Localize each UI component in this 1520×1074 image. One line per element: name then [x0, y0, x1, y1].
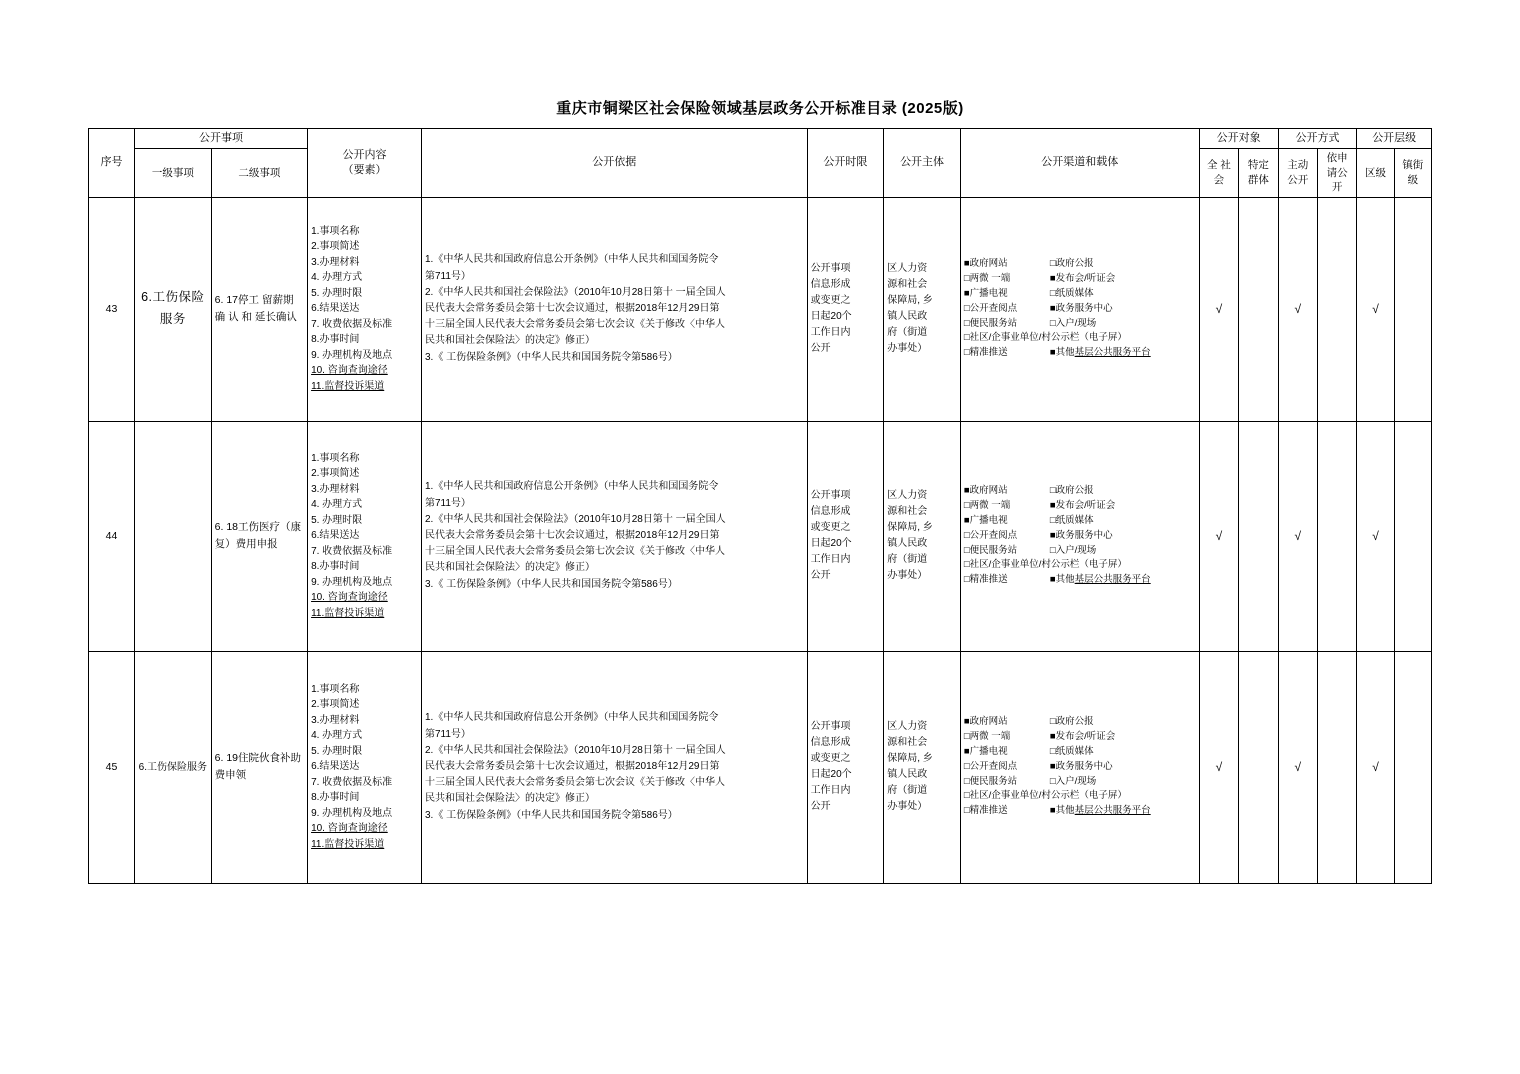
row-content-elements — [308, 651, 422, 883]
row-subject — [884, 421, 961, 651]
row-level-district: √ — [1357, 421, 1394, 651]
channel-option: □政府公报 — [1049, 258, 1094, 270]
channel-option: □社区/企事业单位/村公示栏（电子屏） — [963, 559, 1127, 571]
channel-line — [964, 302, 1196, 317]
basis-line: 2.《中华人民共和国社会保险法》（2010年10月28日第十 一届全国人 — [424, 513, 726, 525]
time-line: 公开事项 — [810, 721, 851, 733]
subject-line: 镇人民政 — [887, 538, 928, 550]
row-method-active: √ — [1278, 421, 1317, 651]
content-element: 8.办事时间 — [311, 561, 360, 573]
row-level-town — [1394, 651, 1431, 883]
basis-line: 民共和国社会保险法〉的决定》修正） — [424, 793, 595, 805]
channel-option: □精准推送 — [963, 347, 1008, 359]
row-subject — [884, 197, 961, 421]
channel-line — [964, 257, 1196, 272]
time-line: 日起20个 — [810, 538, 852, 550]
header-method-apply-line1: 依申 — [1326, 152, 1348, 165]
channel-option: □纸质媒体 — [1049, 514, 1094, 526]
channel-option: ■发布会/听证会 — [1049, 273, 1116, 285]
channel-other-value: 基层公共服务平台 — [1074, 805, 1151, 817]
row-audience-specific — [1239, 421, 1278, 651]
content-element: 11.监督投诉渠道 — [311, 838, 385, 850]
row-method-apply — [1317, 651, 1356, 883]
header-level2: 二级事项 — [211, 149, 307, 197]
channel-line — [964, 544, 1196, 559]
channel-option: □便民服务站 — [963, 544, 1018, 556]
table-row — [89, 197, 1432, 421]
time-line: 或变更之 — [810, 753, 851, 765]
row-method-apply — [1317, 197, 1356, 421]
time-line: 或变更之 — [810, 522, 851, 534]
row-basis — [421, 421, 807, 651]
channel-other-label: ■其他 — [1049, 805, 1075, 817]
table-row — [89, 421, 1432, 651]
row-audience-specific — [1239, 651, 1278, 883]
header-content-line1: 公开内容 — [342, 148, 387, 161]
time-line: 公开 — [810, 801, 831, 813]
time-line: 公开事项 — [810, 263, 851, 275]
row-level-town — [1394, 197, 1431, 421]
subject-line: 保障局, 乡 — [887, 522, 933, 534]
channel-line — [964, 331, 1196, 346]
row-time-limit — [807, 421, 884, 651]
subject-line: 区人力资 — [887, 490, 928, 502]
channel-line — [964, 775, 1196, 790]
row-method-active: √ — [1278, 197, 1317, 421]
content-element: 7. 收费依据及标准 — [311, 318, 393, 330]
time-line: 信息形成 — [810, 737, 851, 749]
subject-line: 镇人民政 — [887, 769, 928, 781]
header-audience-all-line1: 全 社 — [1206, 159, 1231, 172]
time-line: 公开事项 — [810, 490, 851, 502]
channel-option: □两微 一端 — [963, 500, 1011, 512]
channel-line — [964, 745, 1196, 760]
content-element: 4. 办理方式 — [311, 272, 363, 284]
basis-line: 十三届全国人民代表大会常务委员会第七次会议《关于修改〈中华人 — [424, 546, 725, 558]
header-audience-specific — [1239, 149, 1278, 197]
basis-line: 3.《 工伤保险条例》（中华人民共和国国务院令第586号） — [424, 809, 678, 821]
basis-line: 民代表大会常务委员会第十七次会议通过，根据2018年12月29日第 — [424, 761, 720, 773]
basis-line: 十三届全国人民代表大会常务委员会第七次会议《关于修改〈中华人 — [424, 319, 725, 331]
content-element: 5. 办理时限 — [311, 514, 363, 526]
channel-option: ■广播电视 — [963, 287, 1008, 299]
channel-line — [964, 272, 1196, 287]
content-element: 2.事项简述 — [311, 241, 360, 253]
channel-option: □公开查阅点 — [963, 760, 1018, 772]
content-element: 3.办理材料 — [311, 256, 360, 268]
row-method-active: √ — [1278, 651, 1317, 883]
content-element: 11.监督投诉渠道 — [311, 380, 385, 392]
time-line: 或变更之 — [810, 295, 851, 307]
table-header — [89, 129, 1432, 198]
channel-line — [964, 499, 1196, 514]
time-line: 公开 — [810, 343, 831, 355]
content-element: 2.事项简述 — [311, 699, 360, 711]
channel-option: □纸质媒体 — [1049, 287, 1094, 299]
channel-other-value: 基层公共服务平台 — [1074, 347, 1151, 359]
subject-line: 办事处） — [887, 570, 928, 582]
row-level1: 6.工伤保险服务 — [135, 197, 212, 421]
channel-line — [964, 730, 1196, 745]
basis-line: 1.《中华人民共和国政府信息公开条例》（中华人民共和国国务院令 — [424, 712, 719, 724]
content-element: 8.办事时间 — [311, 792, 360, 804]
channel-option: ■政务服务中心 — [1049, 302, 1113, 314]
subject-line: 办事处） — [887, 343, 928, 355]
header-time-limit: 公开时限 — [807, 129, 884, 198]
header-method-active — [1278, 149, 1317, 197]
row-channel — [960, 421, 1199, 651]
time-line: 信息形成 — [810, 506, 851, 518]
subject-line: 源和社会 — [887, 506, 928, 518]
page-title: 重庆市铜梁区社会保险领域基层政务公开标准目录 (2025版) — [556, 100, 964, 117]
row-content-elements — [308, 197, 422, 421]
row-seq: 45 — [89, 651, 135, 883]
basis-line: 第711号） — [424, 270, 471, 282]
channel-option-other — [1050, 573, 1196, 588]
header-audience-specific-line2: 群体 — [1247, 173, 1269, 186]
table-body — [89, 197, 1432, 883]
content-element: 3.办理材料 — [311, 483, 360, 495]
subject-line: 区人力资 — [887, 263, 928, 275]
content-element: 6.结果送达 — [311, 530, 360, 542]
header-content-line2: （要素） — [342, 163, 387, 176]
row-audience-all: √ — [1199, 197, 1238, 421]
time-line: 工作日内 — [810, 327, 851, 339]
header-channel: 公开渠道和载体 — [960, 129, 1199, 198]
row-level2: 6. 18工伤医疗（康复）费用申报 — [211, 421, 307, 651]
row-basis — [421, 197, 807, 421]
channel-option: ■政务服务中心 — [1049, 760, 1113, 772]
channel-line — [964, 760, 1196, 775]
channel-option: □公开查阅点 — [963, 529, 1018, 541]
content-element: 5. 办理时限 — [311, 745, 363, 757]
content-element: 6.结果送达 — [311, 761, 360, 773]
channel-line — [964, 346, 1196, 361]
row-level1: 6.工伤保险服务 — [135, 651, 212, 883]
header-basis: 公开依据 — [421, 129, 807, 198]
disclosure-catalog-table — [88, 128, 1432, 884]
channel-line — [964, 287, 1196, 302]
basis-line: 第711号） — [424, 728, 471, 740]
table-row — [89, 651, 1432, 883]
header-level-group: 公开层级 — [1357, 129, 1432, 149]
content-element: 8.办事时间 — [311, 334, 360, 346]
row-level-town — [1394, 421, 1431, 651]
content-element: 1.事项名称 — [311, 452, 360, 464]
time-line: 日起20个 — [810, 769, 852, 781]
content-element: 4. 办理方式 — [311, 730, 363, 742]
basis-line: 民共和国社会保险法〉的决定》修正） — [424, 562, 595, 574]
channel-other-label: ■其他 — [1049, 347, 1075, 359]
subject-line: 源和社会 — [887, 279, 928, 291]
basis-line: 民共和国社会保险法〉的决定》修正） — [424, 335, 595, 347]
subject-line: 府（街道 — [887, 554, 928, 566]
content-element: 1.事项名称 — [311, 225, 360, 237]
content-element: 1.事项名称 — [311, 683, 360, 695]
row-level2: 6. 19住院伙食补助费申领 — [211, 651, 307, 883]
channel-other-label: ■其他 — [1049, 574, 1075, 586]
header-level-district: 区级 — [1357, 149, 1394, 197]
channel-option: □社区/企事业单位/村公示栏（电子屏） — [963, 332, 1127, 344]
content-element: 6.结果送达 — [311, 303, 360, 315]
channel-option: □精准推送 — [963, 805, 1008, 817]
channel-line — [964, 573, 1196, 588]
channel-line — [964, 529, 1196, 544]
channel-option: ■广播电视 — [963, 745, 1008, 757]
content-element: 9. 办理机构及地点 — [311, 349, 393, 361]
row-channel — [960, 197, 1199, 421]
content-element: 7. 收费依据及标准 — [311, 776, 393, 788]
content-element: 7. 收费依据及标准 — [311, 545, 393, 557]
row-seq: 44 — [89, 421, 135, 651]
header-level-town-line2: 级 — [1407, 173, 1419, 186]
row-level2: 6. 17停工 留薪期 确 认 和 延长确认 — [211, 197, 307, 421]
header-audience-all-line2: 会 — [1213, 173, 1225, 186]
content-element: 2.事项简述 — [311, 468, 360, 480]
header-audience-group: 公开对象 — [1199, 129, 1278, 149]
channel-line — [964, 715, 1196, 730]
header-subject: 公开主体 — [884, 129, 961, 198]
channel-option: ■政府网站 — [963, 716, 1008, 728]
header-level1: 一级事项 — [135, 149, 212, 197]
header-audience-all — [1199, 149, 1238, 197]
basis-line: 第711号） — [424, 497, 471, 509]
channel-option: □入户/现场 — [1049, 775, 1097, 787]
content-element: 4. 办理方式 — [311, 499, 363, 511]
channel-line — [964, 514, 1196, 529]
row-time-limit — [807, 651, 884, 883]
subject-line: 办事处） — [887, 801, 928, 813]
channel-option: □便民服务站 — [963, 317, 1018, 329]
subject-line: 区人力资 — [887, 721, 928, 733]
subject-line: 源和社会 — [887, 737, 928, 749]
row-content-elements — [308, 421, 422, 651]
content-element: 5. 办理时限 — [311, 287, 363, 299]
row-basis — [421, 651, 807, 883]
basis-line: 1.《中华人民共和国政府信息公开条例》（中华人民共和国国务院令 — [424, 481, 719, 493]
basis-line: 十三届全国人民代表大会常务委员会第七次会议《关于修改〈中华人 — [424, 777, 725, 789]
channel-option: □政府公报 — [1049, 716, 1094, 728]
time-line: 工作日内 — [810, 785, 851, 797]
channel-option: □公开查阅点 — [963, 302, 1018, 314]
row-level1 — [135, 421, 212, 651]
row-channel — [960, 651, 1199, 883]
channel-option-other — [1050, 804, 1196, 819]
header-level-town-line1: 镇街 — [1402, 159, 1424, 172]
channel-option: □便民服务站 — [963, 775, 1018, 787]
header-matter-group: 公开事项 — [135, 129, 308, 149]
row-method-apply — [1317, 421, 1356, 651]
header-method-group: 公开方式 — [1278, 129, 1357, 149]
channel-line — [964, 804, 1196, 819]
content-element: 9. 办理机构及地点 — [311, 807, 393, 819]
content-element: 10. 咨询查询途径 — [311, 592, 388, 604]
channel-option: ■广播电视 — [963, 514, 1008, 526]
channel-line — [964, 484, 1196, 499]
basis-line: 民代表大会常务委员会第十七次会议通过，根据2018年12月29日第 — [424, 530, 720, 542]
channel-option: ■发布会/听证会 — [1049, 731, 1116, 743]
basis-line: 2.《中华人民共和国社会保险法》（2010年10月28日第十 一届全国人 — [424, 744, 726, 756]
channel-other-value: 基层公共服务平台 — [1074, 574, 1151, 586]
basis-line: 3.《 工伤保险条例》（中华人民共和国国务院令第586号） — [424, 351, 678, 363]
header-method-apply-line2: 请公 — [1326, 166, 1348, 179]
channel-option: □两微 一端 — [963, 731, 1011, 743]
row-audience-specific — [1239, 197, 1278, 421]
channel-option-other — [1050, 346, 1196, 361]
content-element: 10. 咨询查询途径 — [311, 365, 388, 377]
subject-line: 保障局, 乡 — [887, 753, 933, 765]
channel-line — [964, 558, 1196, 573]
time-line: 日起20个 — [810, 311, 852, 323]
channel-option: □两微 一端 — [963, 273, 1011, 285]
channel-option: ■政府网站 — [963, 258, 1008, 270]
header-seq: 序号 — [89, 129, 135, 198]
channel-option: ■政务服务中心 — [1049, 529, 1113, 541]
channel-option: ■政府网站 — [963, 485, 1008, 497]
header-audience-specific-line1: 特定 — [1247, 159, 1269, 172]
header-content — [308, 129, 422, 198]
content-element: 9. 办理机构及地点 — [311, 576, 393, 588]
channel-option: ■发布会/听证会 — [1049, 500, 1116, 512]
header-method-active-line2: 公开 — [1287, 173, 1309, 186]
time-line: 工作日内 — [810, 554, 851, 566]
row-subject — [884, 651, 961, 883]
channel-line — [964, 789, 1196, 804]
channel-option: □入户/现场 — [1049, 544, 1097, 556]
channel-line — [964, 317, 1196, 332]
row-level-district: √ — [1357, 651, 1394, 883]
row-level-district: √ — [1357, 197, 1394, 421]
header-method-apply — [1317, 149, 1356, 197]
basis-line: 民代表大会常务委员会第十七次会议通过，根据2018年12月29日第 — [424, 303, 720, 315]
basis-line: 2.《中华人民共和国社会保险法》（2010年10月28日第十 一届全国人 — [424, 286, 726, 298]
time-line: 信息形成 — [810, 279, 851, 291]
time-line: 公开 — [810, 570, 831, 582]
subject-line: 府（街道 — [887, 785, 928, 797]
header-method-apply-line3: 开 — [1331, 181, 1343, 194]
subject-line: 镇人民政 — [887, 311, 928, 323]
header-level-town — [1394, 149, 1431, 197]
channel-option: □入户/现场 — [1049, 317, 1097, 329]
channel-option: □政府公报 — [1049, 485, 1094, 497]
content-element: 3.办理材料 — [311, 714, 360, 726]
content-element: 10. 咨询查询途径 — [311, 823, 388, 835]
header-method-active-line1: 主动 — [1287, 159, 1309, 172]
subject-line: 保障局, 乡 — [887, 295, 933, 307]
basis-line: 1.《中华人民共和国政府信息公开条例》（中华人民共和国国务院令 — [424, 254, 719, 266]
content-element: 11.监督投诉渠道 — [311, 607, 385, 619]
row-audience-all: √ — [1199, 651, 1238, 883]
subject-line: 府（街道 — [887, 327, 928, 339]
channel-option: □精准推送 — [963, 574, 1008, 586]
row-seq: 43 — [89, 197, 135, 421]
row-time-limit — [807, 197, 884, 421]
channel-option: □社区/企事业单位/村公示栏（电子屏） — [963, 790, 1127, 802]
row-audience-all: √ — [1199, 421, 1238, 651]
channel-option: □纸质媒体 — [1049, 745, 1094, 757]
basis-line: 3.《 工伤保险条例》（中华人民共和国国务院令第586号） — [424, 578, 678, 590]
